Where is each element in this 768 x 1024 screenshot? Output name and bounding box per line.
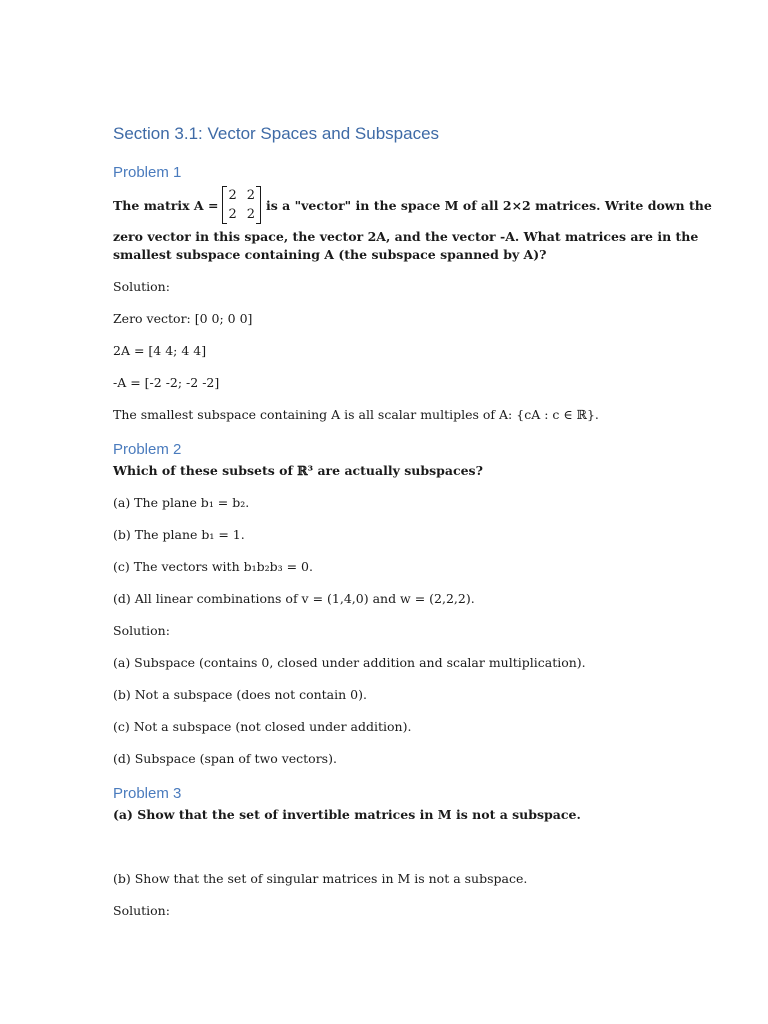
problem-3-title: Problem 3: [113, 785, 182, 802]
problem-2-title: Problem 2: [113, 441, 182, 458]
matrix-a: [222, 186, 261, 224]
problem-1-answer-neg-a: -A = [-2 -2; -2 -2]: [113, 375, 220, 390]
problem-1-question-line-3: smallest subspace containing A (the subspace spanned by A)?: [113, 247, 547, 262]
matrix-row-2: [228, 205, 255, 224]
problem-3-solution-label: Solution:: [113, 903, 170, 918]
problem-1-solution-label: Solution:: [113, 279, 170, 294]
problem-1-answer-2a: 2A = [4 4; 4 4]: [113, 343, 207, 358]
section-title: Section 3.1: Vector Spaces and Subspaces: [113, 124, 440, 143]
problem-2-answer-d: (d) Subspace (span of two vectors).: [113, 751, 337, 766]
matrix-cell: 2: [246, 188, 256, 203]
problem-1-question-line-1: [113, 184, 712, 226]
problem-2-answer-c: (c) Not a subspace (not closed under addition).: [113, 719, 412, 734]
problem-3-part-b: (b) Show that the set of singular matrices in M is not a subspace.: [113, 871, 528, 886]
problem-2-answer-a: (a) Subspace (contains 0, closed under addition and scalar multiplication).: [113, 655, 586, 670]
problem-1-question-prefix: The matrix A =: [113, 197, 219, 213]
document-page: [113, 0, 712, 1024]
matrix-cell: 2: [228, 188, 237, 203]
problem-1-answer-zero-vector: Zero vector: [0 0; 0 0]: [113, 311, 253, 326]
problem-1-question-suffix: is a "vector" in the space M of all 2×2 matrices. Write down the: [266, 197, 712, 213]
problem-2-question: Which of these subsets of ℝ³ are actually subspaces?: [113, 463, 483, 478]
problem-2-answer-b: (b) Not a subspace (does not contain 0).: [113, 687, 367, 702]
problem-2-option-b: (b) The plane b₁ = 1.: [113, 527, 245, 542]
problem-2-option-a: (a) The plane b₁ = b₂.: [113, 495, 250, 510]
problem-1-answer-subspace: The smallest subspace containing A is all scalar multiples of A: {cA : c ∈ ℝ}.: [113, 407, 599, 422]
problem-3-part-a: (a) Show that the set of invertible matrices in M is not a subspace.: [113, 807, 581, 822]
matrix-cell: 2: [228, 207, 237, 222]
problem-1-question-line-2: zero vector in this space, the vector 2A, and the vector -A. What matrices are in the: [113, 229, 699, 244]
matrix-row-1: [228, 186, 255, 205]
problem-2-option-d: (d) All linear combinations of v = (1,4,0) and w = (2,2,2).: [113, 591, 475, 606]
problem-1-title: Problem 1: [113, 164, 182, 181]
problem-2-solution-label: Solution:: [113, 623, 170, 638]
matrix-cell: 2: [246, 207, 256, 222]
problem-2-option-c: (c) The vectors with b₁b₂b₃ = 0.: [113, 559, 313, 574]
